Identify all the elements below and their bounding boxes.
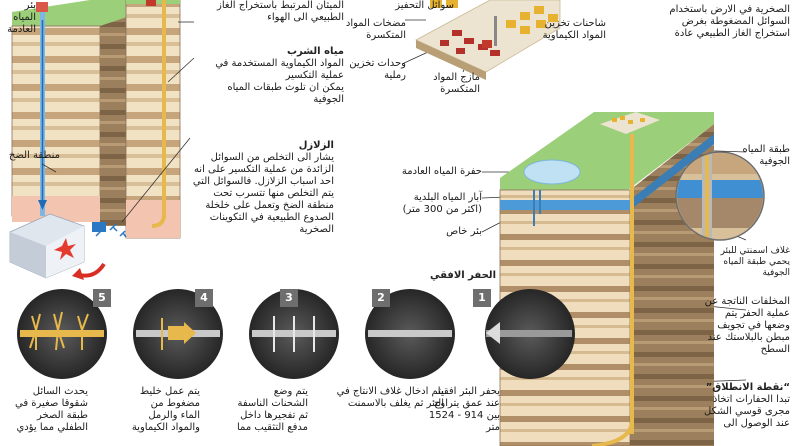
chem-trucks-label: شاحنات تخزين المواد الكيماوية bbox=[542, 18, 606, 41]
injection-zone-label: منطقة الضخ bbox=[8, 150, 60, 161]
water-well-label: بئر المياه العادمة bbox=[7, 0, 36, 35]
cuttings-text: المخلفات الناتجة عن عملية الحفر يتم وضعها في تجويف مبطن بالبلاستك عند السطح bbox=[704, 296, 790, 355]
kickoff-text: “نقطة الانطلاق” تبدا الحفارات اتخاذ مجرى قوسي الشكل عند الوصول الى bbox=[703, 382, 790, 429]
cement-casing-text: غلاف اسمنتي للبئر يحمي طبقة المياه الجوفية bbox=[720, 246, 790, 278]
pumps-label: مضخات المواد المتكسرة bbox=[345, 18, 406, 41]
sand-units-label: وحدات تخزين رملية bbox=[349, 58, 406, 81]
step-1-text: يحفر البئر افقيا عند عمق يتراوح بين 914 - 1524 متر bbox=[428, 386, 500, 433]
step-4-text: يتم عمل خليط مضغوط من الماء والرمل والمواد الكيماوية bbox=[131, 386, 200, 433]
left-ground-block bbox=[10, 0, 180, 280]
step-number-badge: 2 bbox=[372, 289, 390, 307]
aquifer-label: طبقة المياه الجوفية bbox=[742, 144, 790, 167]
fluid-tanks-label: سوائل التحفيز bbox=[395, 0, 454, 11]
step-5-text: يحدث السائل شقوقا صغيرة في طبقة الصخر الطفلي مما يؤدي bbox=[15, 386, 88, 433]
private-well-label: بئر خاص bbox=[446, 226, 482, 237]
step-2-text: يتم ادخال غلاف الانتاج في البئر ثم يغلف بالاسمنت bbox=[336, 386, 444, 409]
step-number-badge: 1 bbox=[473, 289, 491, 307]
intro-text: الصخرية في الارض باستخدام السوائل المضغوطة بغرض استخراج الغاز الطبيعي عادة bbox=[669, 4, 790, 39]
step-number-badge: 5 bbox=[93, 289, 111, 307]
methane-text: الميثان المرتبط باستخراج الغاز الطبيعي الى الهواء bbox=[217, 0, 344, 23]
step-number-badge: 3 bbox=[280, 289, 298, 307]
earthquakes-text: الزلازل يشار الى التخلص من السوائل الزائدة من عملية التكسير على انه احد اسباب الزلازل. فالسوائل التي يتم التخلص منها تتسرب تحت منطقة الضخ وتعمل على خلخلة الصدوع الطبيعية في التكوينات الصخرية bbox=[192, 140, 334, 235]
step-number-badge: 4 bbox=[195, 289, 213, 307]
municipal-wells-label: آبار المياه البلدية (اكثر من 300 متر) bbox=[402, 192, 482, 215]
horizontal-drilling-title: الحفر الافقي bbox=[429, 270, 496, 281]
mixer-label: مازج المواد المتكسرة bbox=[433, 72, 480, 95]
drinking-water-text: مياه الشرب المواد الكيماوية المستخدمة في عملية التكسير يمكن ان تلوث طبقات المياه الجوفية bbox=[215, 46, 344, 105]
step-3-text: يتم وضع الشحنات الناسفة ثم تفجيرها داخل مدفع التثقيب مما bbox=[236, 386, 308, 433]
wastewater-pit-label: حفرة المياه العادمة bbox=[401, 166, 482, 177]
